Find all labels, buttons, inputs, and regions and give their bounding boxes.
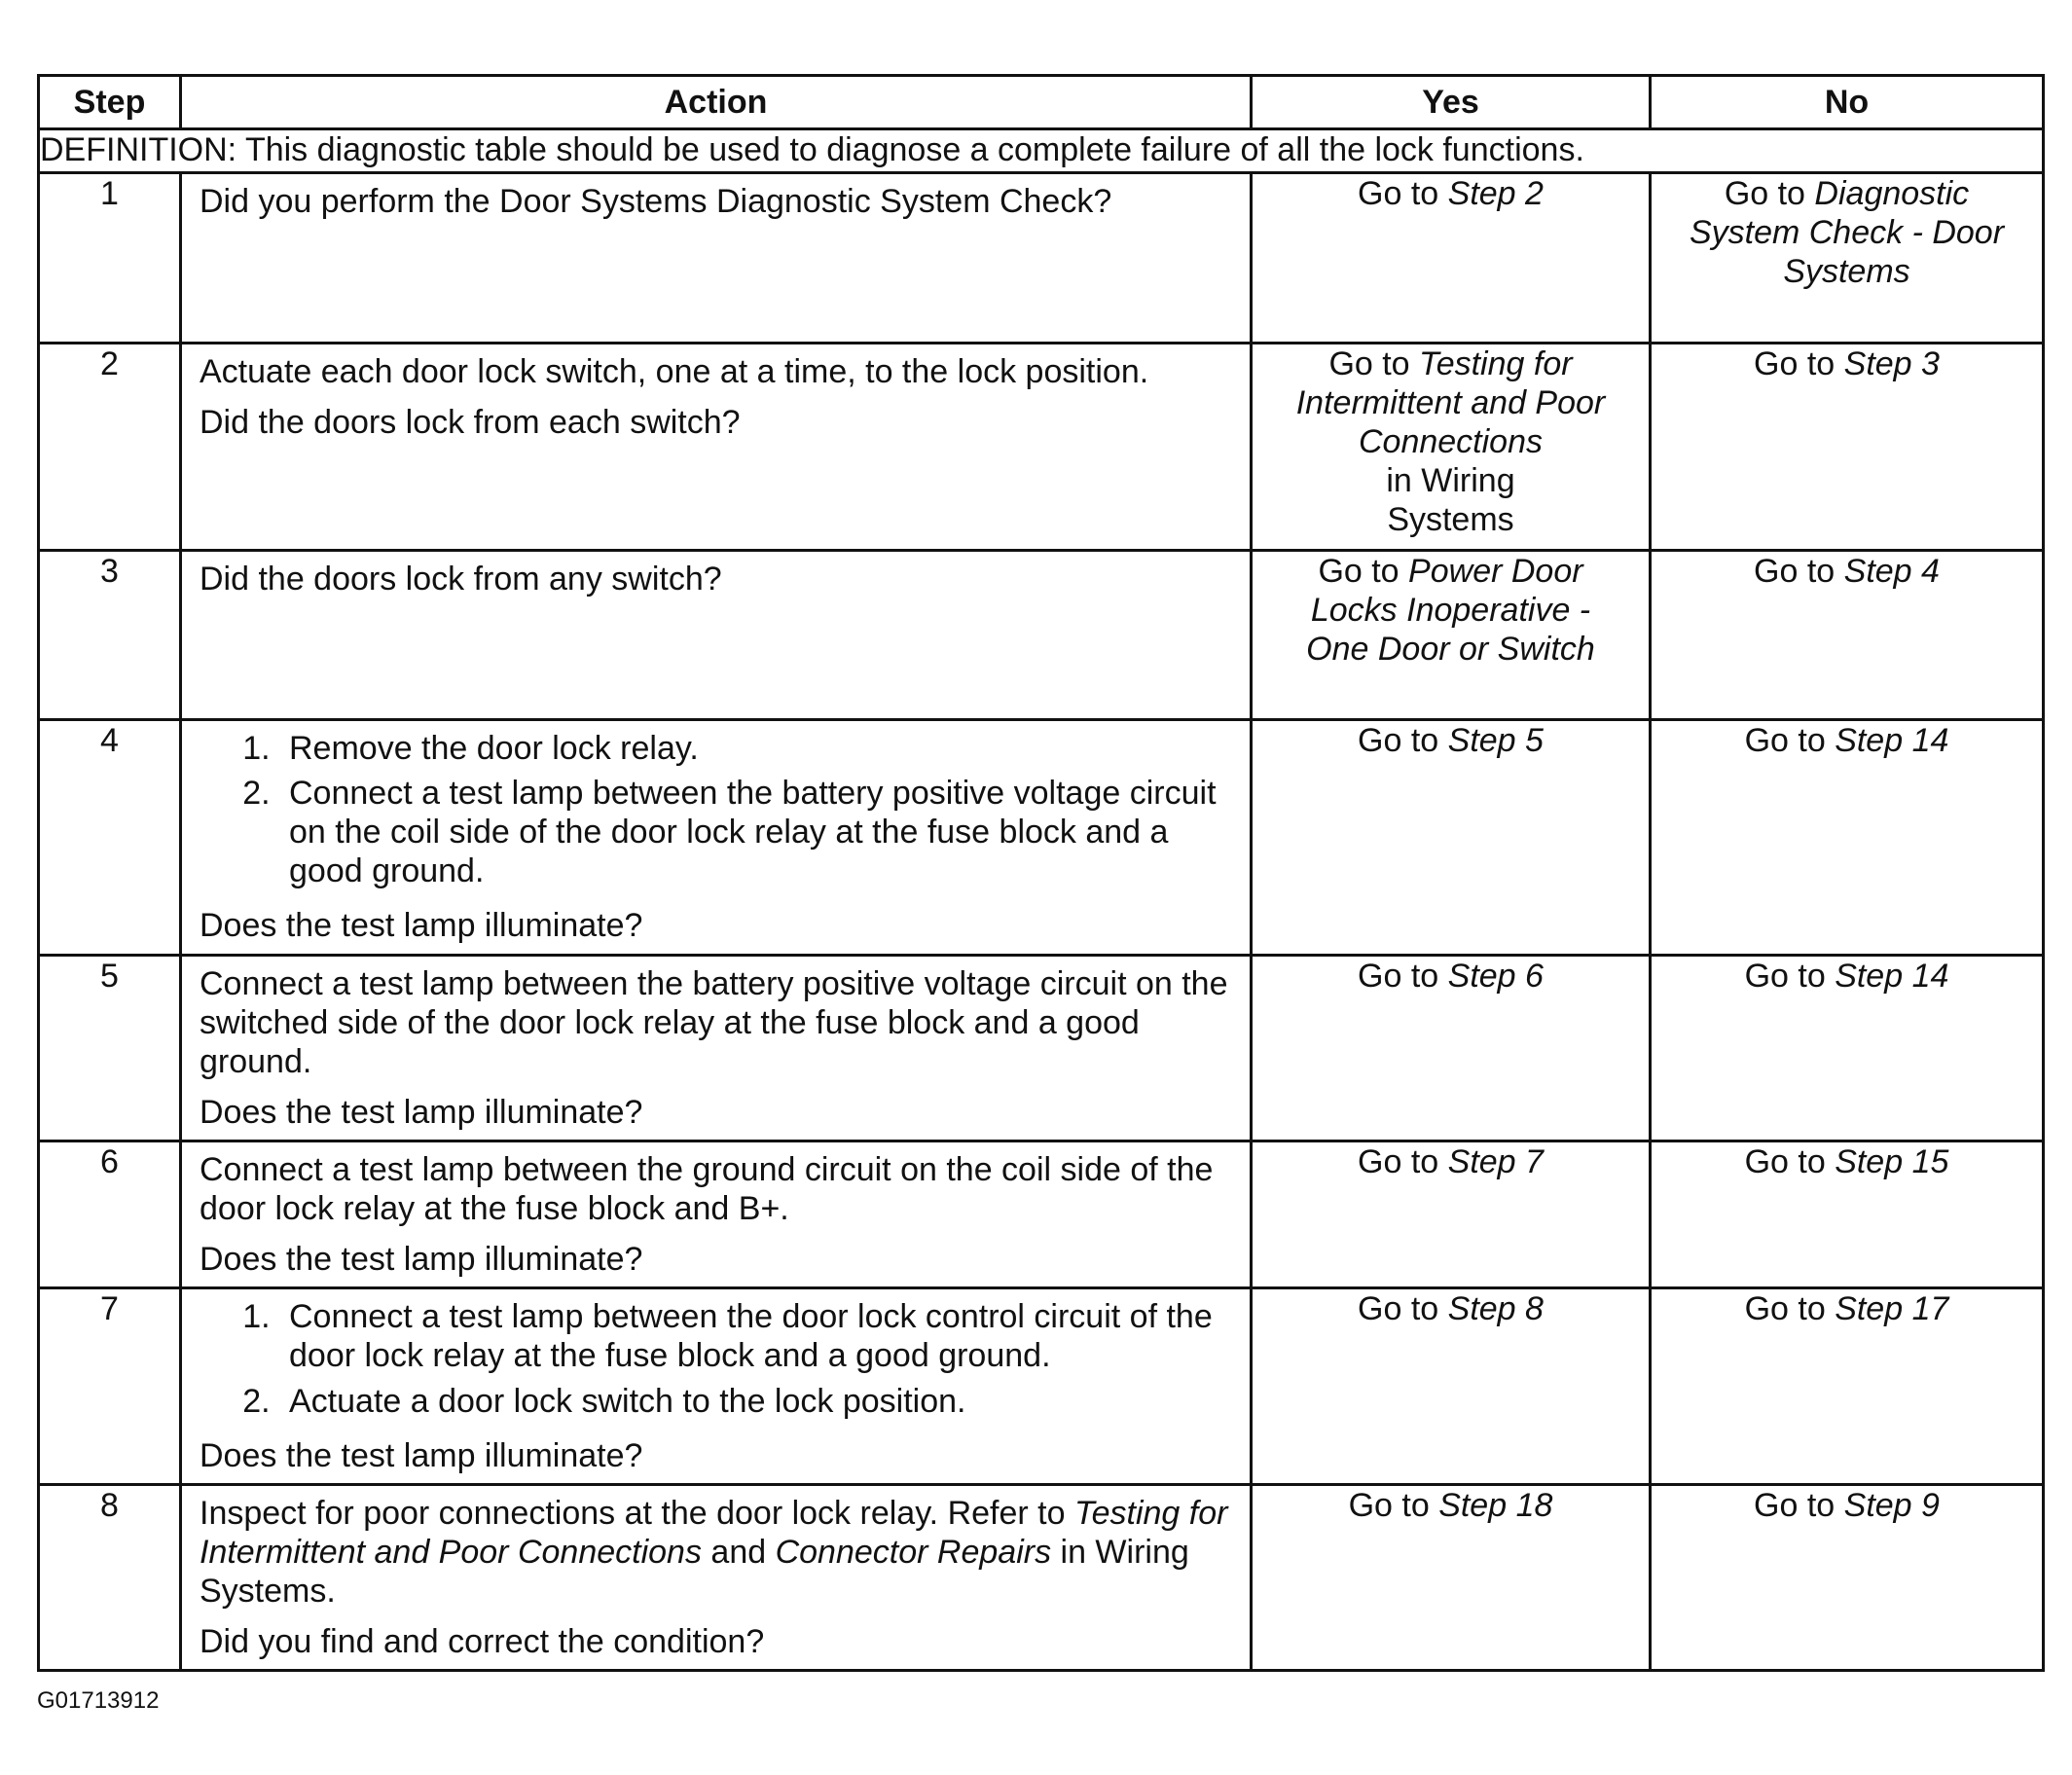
no-cell	[1651, 1484, 2044, 1670]
no-link[interactable]: Diagnostic System Check - Door Systems	[1689, 175, 2005, 291]
header-row	[39, 76, 2044, 129]
yes-prefix: Go to	[1358, 957, 1448, 995]
connector-repairs-link[interactable]: Connector Repairs	[775, 1533, 1052, 1571]
no-link[interactable]: Step 4	[1843, 553, 1940, 590]
yes-cell	[1252, 173, 1651, 344]
action-text: Did the doors lock from any switch?	[200, 561, 722, 598]
action-cell	[181, 1288, 1252, 1484]
no-cell	[1651, 1288, 2044, 1484]
yes-link[interactable]: Testing for Intermittent and Poor Connections	[1295, 345, 1606, 461]
action-question: Does the test lamp illuminate?	[200, 1436, 643, 1474]
action-cell	[181, 720, 1252, 956]
yes-prefix: Go to	[1358, 1142, 1448, 1180]
no-cell	[1651, 955, 2044, 1141]
header-no: No	[1651, 76, 2044, 129]
wiring-reference-link[interactable]: Testing for Intermittent and Poor Connections	[200, 1494, 1228, 1571]
no-prefix: Go to	[1744, 722, 1836, 759]
action-question: Does the test lamp illuminate?	[200, 1093, 643, 1131]
action-text: Did you perform the Door Systems Diagnostic System Check?	[200, 183, 1112, 220]
action-text-part: Inspect for poor connections at the door lock relay. Refer to	[200, 1494, 1074, 1532]
no-cell	[1651, 720, 2044, 956]
step-number: 6	[39, 1141, 181, 1287]
yes-link[interactable]: Step 18	[1438, 1486, 1553, 1524]
step-number: 8	[39, 1484, 181, 1670]
yes-cell	[1252, 1141, 1651, 1287]
yes-cell	[1252, 344, 1651, 551]
action-cell	[181, 1141, 1252, 1287]
table-row-step-8	[39, 1484, 2044, 1670]
header-action: Action	[181, 76, 1252, 129]
yes-prefix: Go to	[1358, 722, 1448, 759]
header-yes: Yes	[1252, 76, 1651, 129]
yes-cell	[1252, 1288, 1651, 1484]
action-question: Does the test lamp illuminate?	[200, 907, 643, 945]
list-item: 1. Connect a test lamp between the door lock control circuit of the door lock relay at the fuse block and a good ground.	[279, 1297, 1232, 1375]
no-link[interactable]: Step 14	[1835, 957, 1949, 995]
no-link[interactable]: Step 17	[1835, 1290, 1949, 1328]
action-text-part: in Wiring Systems.	[200, 1533, 1189, 1610]
yes-link[interactable]: Step 2	[1447, 175, 1544, 212]
action-question: Did the doors lock from each switch?	[200, 404, 741, 442]
step-number: 5	[39, 955, 181, 1141]
action-cell	[181, 955, 1252, 1141]
action-cell	[181, 344, 1252, 551]
action-cell	[181, 551, 1252, 720]
yes-prefix: Go to	[1328, 345, 1420, 382]
no-cell	[1651, 173, 2044, 344]
yes-cell	[1252, 720, 1651, 956]
no-prefix: Go to	[1744, 957, 1836, 995]
no-link[interactable]: Step 3	[1843, 345, 1940, 382]
yes-cell	[1252, 1484, 1651, 1670]
action-question: Did you find and correct the condition?	[200, 1623, 765, 1661]
table-row-step-2	[39, 344, 2044, 551]
action-question: Does the test lamp illuminate?	[200, 1241, 643, 1279]
no-prefix: Go to	[1754, 345, 1844, 382]
no-prefix: Go to	[1744, 1142, 1836, 1180]
table-row-step-5	[39, 955, 2044, 1141]
action-text: Connect a test lamp between the battery positive voltage circuit on the switched side of the door lock relay at the fuse block and a good ground.	[200, 964, 1228, 1080]
action-cell	[181, 1484, 1252, 1670]
figure-id: G01713912	[37, 1687, 160, 1714]
yes-suffix: in Wiring Systems	[1386, 462, 1515, 539]
step-number: 7	[39, 1288, 181, 1484]
step-number: 4	[39, 720, 181, 956]
yes-link[interactable]: Step 8	[1447, 1290, 1544, 1328]
no-link[interactable]: Step 15	[1835, 1142, 1949, 1180]
diagnostic-table	[37, 74, 2045, 1672]
step-number: 2	[39, 344, 181, 551]
yes-prefix: Go to	[1348, 1486, 1439, 1524]
yes-prefix: Go to	[1358, 1290, 1448, 1328]
action-text: Connect a test lamp between the ground circuit on the coil side of the door lock relay at the fuse block and B+.	[200, 1150, 1214, 1228]
diagnostic-table-sheet	[37, 74, 2042, 1672]
list-item: 2. Connect a test lamp between the battery positive voltage circuit on the coil side of the door lock relay at the fuse block and a good ground.	[279, 774, 1232, 890]
table-row-step-6	[39, 1141, 2044, 1287]
action-text: Actuate each door lock switch, one at a time, to the lock position.	[200, 353, 1149, 390]
step-number: 3	[39, 551, 181, 720]
table-row-step-1	[39, 173, 2044, 344]
action-text-part: and	[701, 1533, 776, 1571]
table-row-step-4	[39, 720, 2044, 956]
no-prefix: Go to	[1744, 1290, 1836, 1328]
yes-prefix: Go to	[1318, 553, 1409, 590]
yes-cell	[1252, 955, 1651, 1141]
no-prefix: Go to	[1754, 1486, 1844, 1524]
no-cell	[1651, 344, 2044, 551]
list-item: 1. Remove the door lock relay.	[279, 729, 1232, 768]
yes-link[interactable]: Step 5	[1447, 722, 1544, 759]
no-link[interactable]: Step 14	[1835, 722, 1949, 759]
no-cell	[1651, 1141, 2044, 1287]
yes-link[interactable]: Step 7	[1447, 1142, 1544, 1180]
no-link[interactable]: Step 9	[1843, 1486, 1940, 1524]
action-cell	[181, 173, 1252, 344]
yes-link[interactable]: Power Door Locks Inoperative - One Door or Switch	[1306, 553, 1595, 669]
action-steps-list	[200, 729, 1232, 896]
yes-cell	[1252, 551, 1651, 720]
yes-link[interactable]: Step 6	[1447, 957, 1544, 995]
definition-row	[39, 129, 2044, 173]
yes-prefix: Go to	[1358, 175, 1448, 212]
step-number: 1	[39, 173, 181, 344]
action-text	[200, 1494, 1232, 1611]
table-row-step-7	[39, 1288, 2044, 1484]
header-step: Step	[39, 76, 181, 129]
table-row-step-3	[39, 551, 2044, 720]
no-cell	[1651, 551, 2044, 720]
list-item: 2. Actuate a door lock switch to the lock position.	[279, 1382, 1232, 1421]
no-prefix: Go to	[1754, 553, 1844, 590]
action-steps-list	[200, 1297, 1232, 1426]
no-prefix: Go to	[1724, 175, 1815, 212]
definition-text: DEFINITION: This diagnostic table should be used to diagnose a complete failure of all the lock functions.	[39, 129, 2044, 173]
